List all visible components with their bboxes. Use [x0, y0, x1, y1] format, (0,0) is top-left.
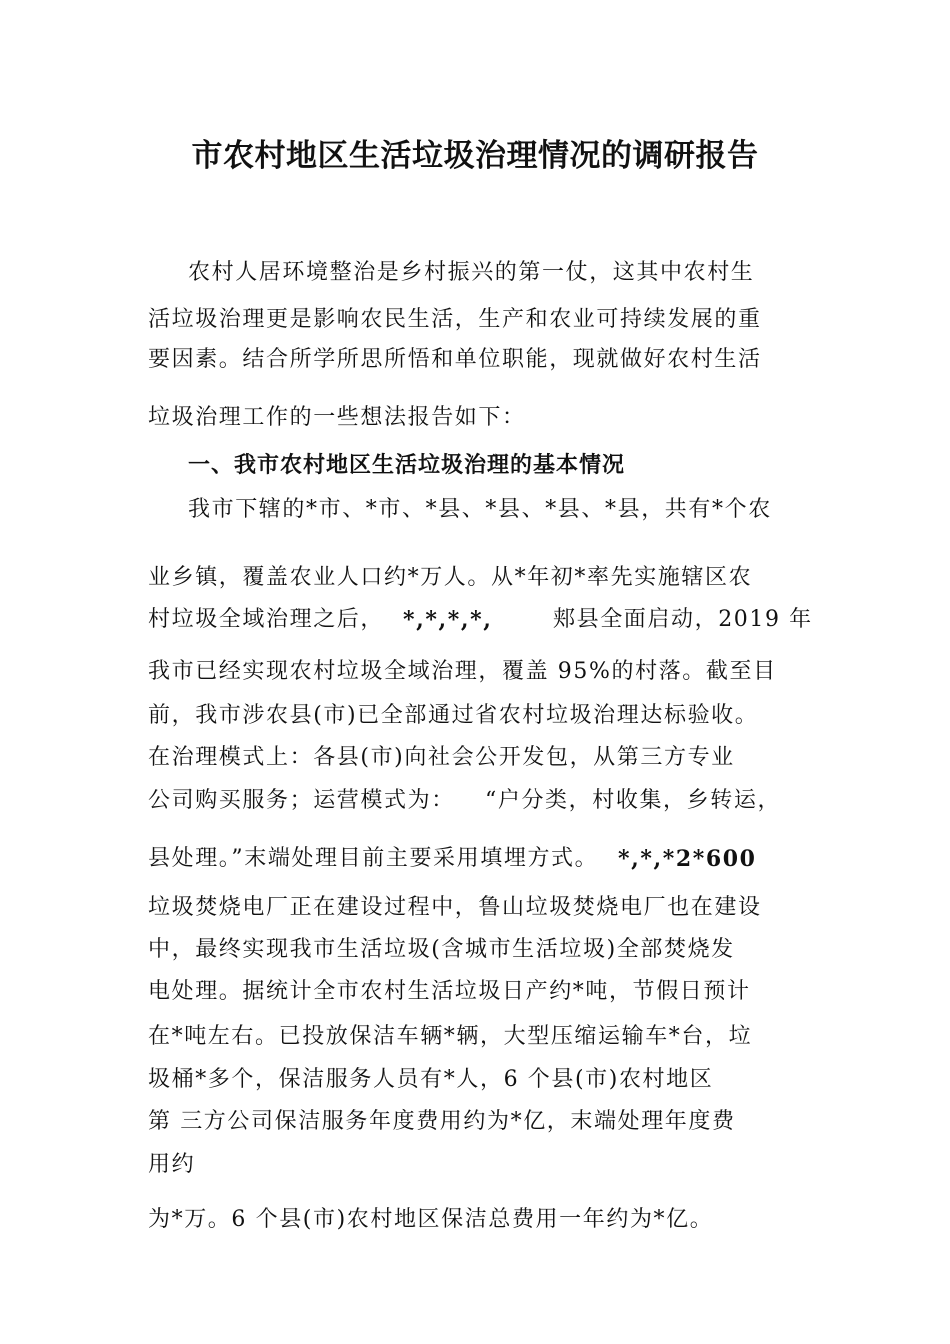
masked-values: *,*,*2*600: [618, 846, 757, 872]
paragraph-line: 要因素。结合所学所思所悟和单位职能，现就做好农村生活: [148, 347, 762, 372]
paragraph-line: 用约: [148, 1152, 196, 1177]
document-title: 市农村地区生活垃圾治理情况的调研报告: [191, 138, 759, 174]
paragraph-line: 垃圾治理工作的一些想法报告如下：: [148, 405, 526, 430]
paragraph-line: 中，最终实现我市生活垃圾(含城市生活垃圾)全部焚烧发: [148, 937, 735, 962]
paragraph-line: 我市下辖的*市、*市、*县、*县、*县、*县，共有*个农: [188, 497, 772, 522]
paragraph-line: 垃圾焚烧电厂正在建设过程中，鲁山垃圾焚烧电厂也在建设: [148, 895, 762, 920]
paragraph-line: 我市已经实现农村垃圾全域治理，覆盖 95%的村落。截至目: [148, 659, 777, 684]
paragraph-line: 业乡镇，覆盖农业人口约*万人。从*年初*率先实施辖区农: [148, 565, 753, 590]
quoted-model: “户分类，村收集，乡转运，: [485, 788, 782, 813]
paragraph-line: 公司购买服务；运营模式为：: [148, 788, 455, 813]
paragraph-line: 活垃圾治理更是影响农民生活，生产和农业可持续发展的重: [148, 307, 762, 332]
paragraph-line: 为*万。6 个县(市)农村地区保洁总费用一年约为*亿。: [148, 1207, 714, 1232]
section-heading: 一、我市农村地区生活垃圾治理的基本情况: [188, 453, 626, 478]
masked-values: *,*,*,*,: [403, 607, 493, 633]
paragraph-line: 第 三方公司保洁服务年度费用约为*亿，末端处理年度费: [148, 1109, 736, 1134]
paragraph-line: 农村人居环境整治是乡村振兴的第一仗，这其中农村生: [188, 260, 755, 285]
paragraph-line: 在*吨左右。已投放保洁车辆*辆，大型压缩运输车*台，垃: [148, 1024, 753, 1049]
paragraph-line: 圾桶*多个，保洁服务人员有*人，6 个县(市)农村地区: [148, 1067, 714, 1092]
paragraph-line: 电处理。据统计全市农村生活垃圾日产约*吨，节假日预计: [148, 979, 751, 1004]
paragraph-line: 村垃圾全域治理之后，: [148, 607, 385, 632]
paragraph-line: 在治理模式上：各县(市)向社会公开发包，从第三方专业: [148, 745, 735, 770]
paragraph-line: 郏县全面启动，2019 年: [553, 607, 813, 632]
paragraph-line: 前，我市涉农县(市)已全部通过省农村垃圾治理达标验收。: [148, 703, 759, 728]
paragraph-line: 县处理。”末端处理目前主要采用填埋方式。: [148, 846, 599, 871]
